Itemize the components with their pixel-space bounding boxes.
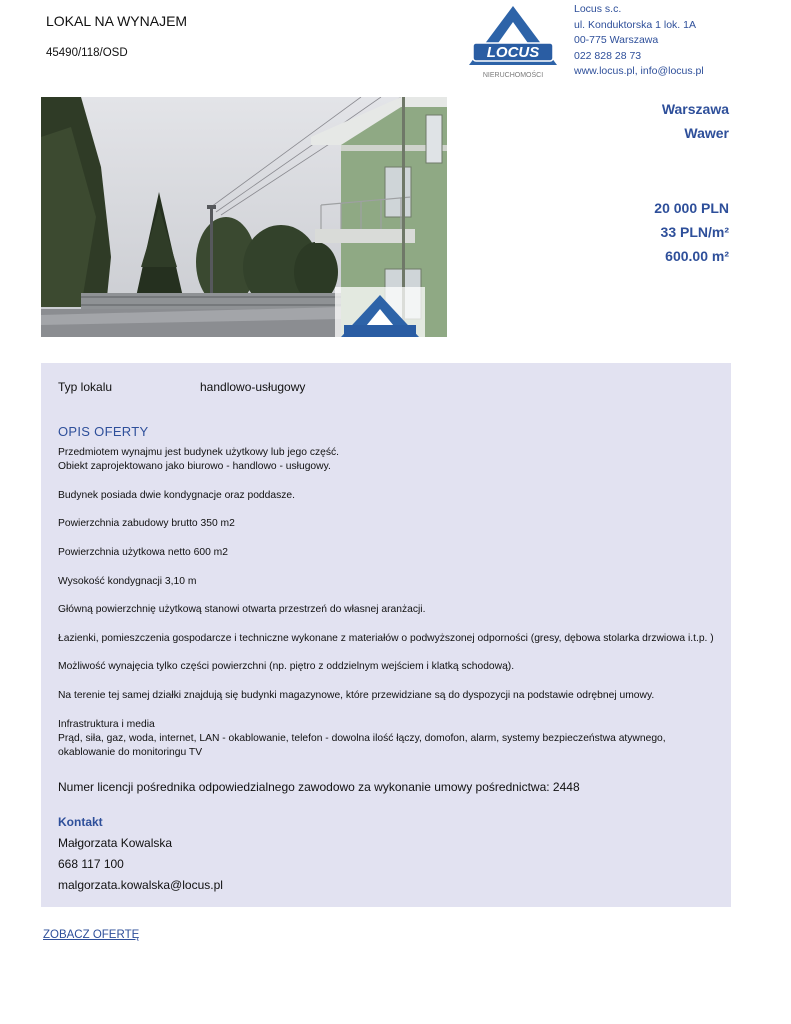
offer-description <box>58 446 718 761</box>
agency-city: 00-775 Warszawa <box>574 34 659 46</box>
listing-title: LOKAL NA WYNAJEM <box>46 13 188 29</box>
desc-line: Główną powierzchnię użytkową stanowi otwarta przestrzeń do własnej aranżacji. <box>58 604 426 616</box>
location-district: Wawer <box>684 125 729 141</box>
desc-line: Powierzchnia zabudowy brutto 350 m2 <box>58 518 235 530</box>
desc-line: Powierzchnia użytkowa netto 600 m2 <box>58 547 228 559</box>
view-offer-link[interactable]: ZOBACZ OFERTĘ <box>43 929 140 941</box>
contact-email: malgorzata.kowalska@locus.pl <box>58 878 223 892</box>
contact-phone: 668 117 100 <box>58 857 124 871</box>
logo-text: LOCUS <box>486 44 540 61</box>
logo-subtext: NIERUCHOMOŚCI <box>482 72 544 79</box>
desc-line: Przedmiotem wynajmu jest budynek użytkowy lub jego część. <box>58 447 339 458</box>
desc-line: Obiekt zaprojektowano jako biurowo - handlowo - usługowy. <box>58 461 331 473</box>
offer-heading: OPIS OFERTY <box>58 424 149 439</box>
listing-reference: 45490/118/OSD <box>46 47 128 59</box>
agency-contact <box>574 2 704 80</box>
agency-name: Locus s.c. <box>574 3 622 15</box>
contact-name: Małgorzata Kowalska <box>58 836 173 850</box>
desc-line: Wysokość kondygnacji 3,10 m <box>58 575 197 587</box>
agency-web: www.locus.pl, info@locus.pl <box>574 65 704 77</box>
desc-line: Prąd, siła, gaz, woda, internet, LAN - okablowanie, telefon - dowolna ilość łączy, domofon, alarm, systemy bezpieczeństwa atywnego, okablowanie do monitoringu TV <box>58 732 666 759</box>
desc-line: Łazienki, pomieszczenia gospodarcze i techniczne wykonane z materiałów o podwyższonej odporności (gresy, dębowa stolarka drzwiowa i.t.p. ) <box>58 632 714 644</box>
desc-line: Możliwość wynajęcia tylko części powierzchni (np. piętro z oddzielnym wejściem i klatką schodową). <box>58 661 515 673</box>
contact-heading: Kontakt <box>58 815 103 829</box>
license-number: Numer licencji pośrednika odpowiedzialnego zawodowo za wykonanie umowy pośrednictwa: 2448 <box>58 780 580 794</box>
desc-line: Na terenie tej samej działki znajdują się budynki magazynowe, które przewidziane są do dyspozycji na podstawie odrębnej umowy. <box>58 690 655 702</box>
price-total: 20 000 PLN <box>654 200 729 216</box>
area: 600.00 m² <box>665 248 729 264</box>
price-per-m2: 33 PLN/m² <box>660 224 729 240</box>
desc-line: Budynek posiada dwie kondygnacje oraz poddasze. <box>58 489 295 501</box>
type-label: Typ lokalu <box>58 380 113 394</box>
agency-phone: 022 828 28 73 <box>574 49 642 62</box>
locus-logo <box>459 3 567 83</box>
agency-street: ul. Konduktorska 1 lok. 1A <box>574 18 696 31</box>
type-value: handlowo-usługowy <box>200 380 306 394</box>
location-city: Warszawa <box>661 101 729 117</box>
desc-line: Infrastruktura i media <box>58 718 155 730</box>
property-photo <box>41 97 447 337</box>
